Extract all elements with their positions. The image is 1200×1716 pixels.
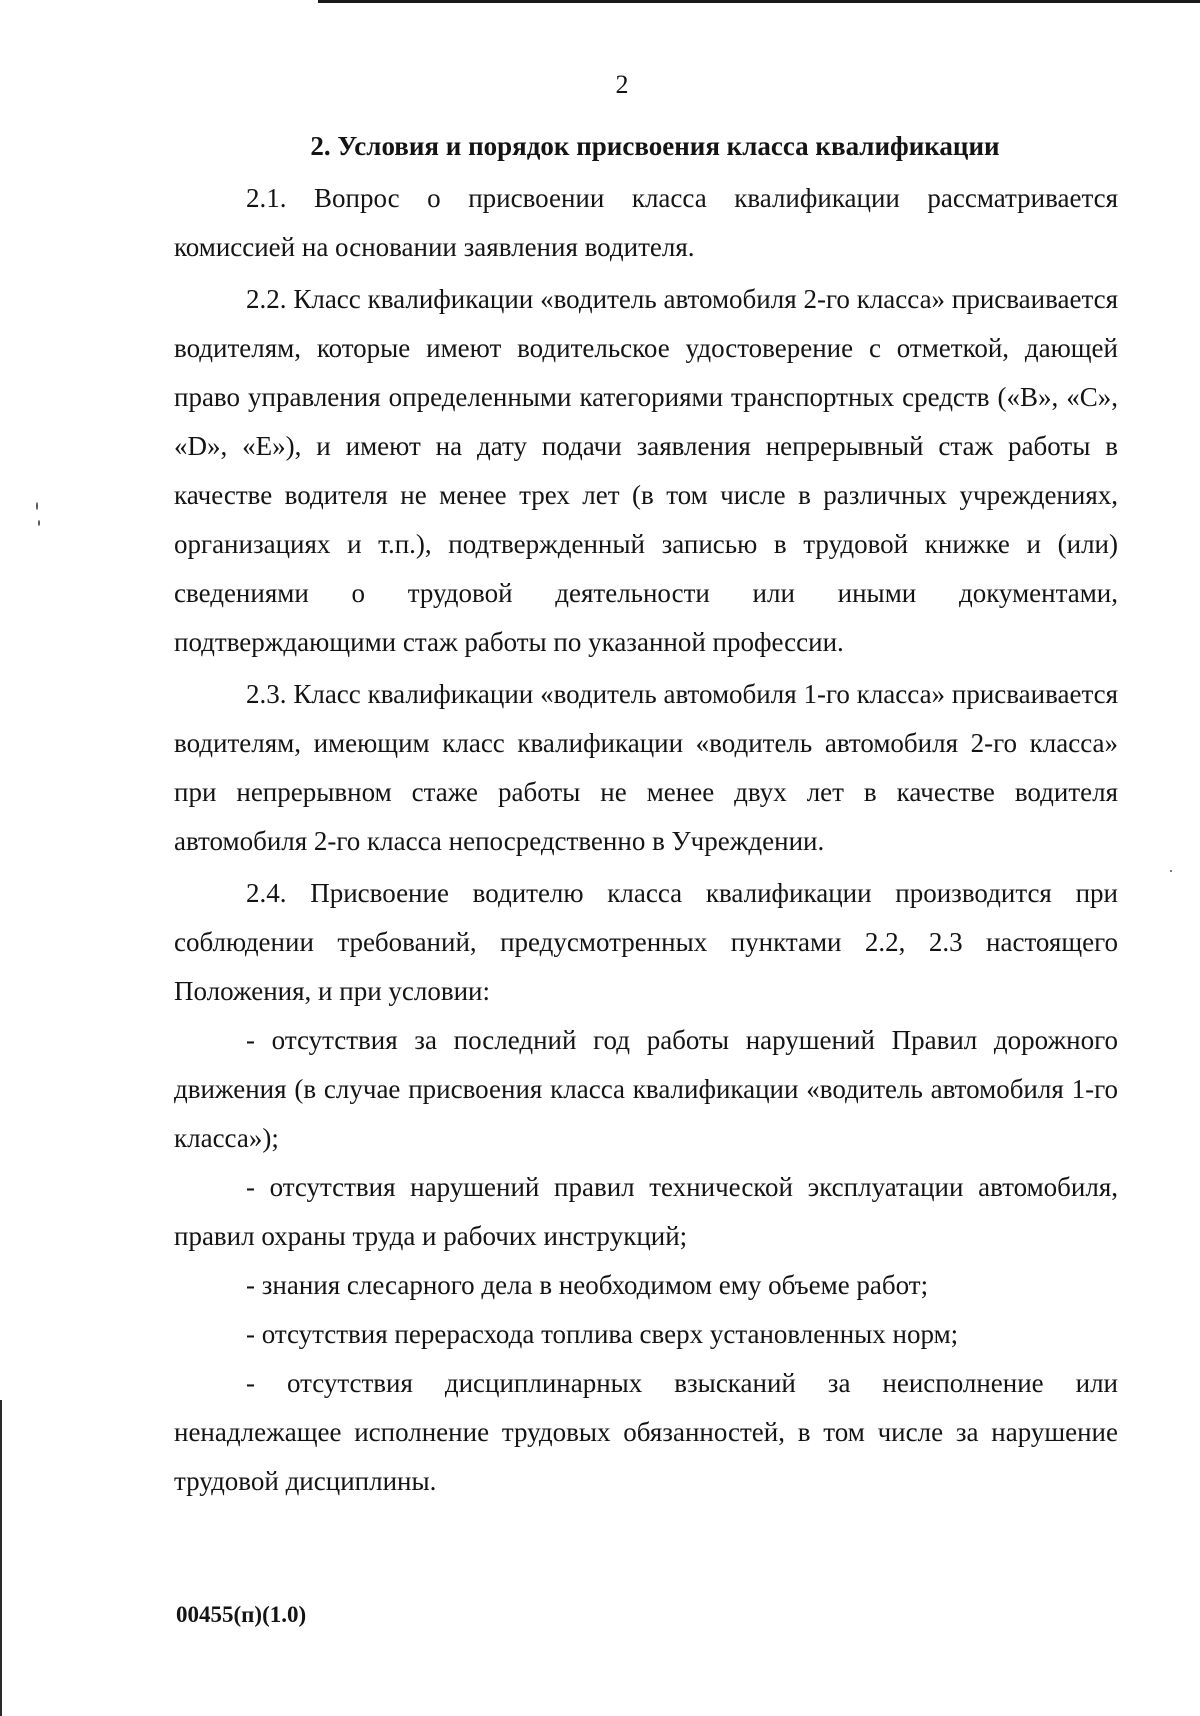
- section-title: 2. Условия и порядок присвоения класса квалификации: [310, 131, 1000, 161]
- scan-speck: [1170, 870, 1172, 872]
- condition-item: - отсутствия перерасхода топлива сверх установленных норм;: [246, 1319, 959, 1349]
- document-body: [174, 128, 1118, 1506]
- scan-speck: [38, 520, 40, 526]
- condition-item: - отсутствия за последний год работы нарушений Правил дорожного движения (в случае присвоения класса квалификации «водитель автомобиля 1-го класса»);: [174, 1025, 1118, 1153]
- paragraph-2-4: 2.4. Присвоение водителю класса квалификации производится при соблюдении требований, предусмотренных пунктами 2.2, 2.3 настоящего Положения, и при условии:: [174, 878, 1118, 1006]
- condition-item: - отсутствия нарушений правил технической эксплуатации автомобиля, правил охраны труда и рабочих инструкций;: [174, 1172, 1118, 1251]
- scan-edge-top: [318, 0, 1200, 3]
- scan-speck: [36, 502, 38, 510]
- condition-item: - отсутствия дисциплинарных взысканий за неисполнение или ненадлежащее исполнение трудовых обязанностей, в том числе за нарушение трудовой дисциплины.: [174, 1368, 1118, 1496]
- paragraph-2-1: 2.1. Вопрос о присвоении класса квалификации рассматривается комиссией на основании заявления водителя.: [174, 183, 1118, 262]
- paragraph-2-3: 2.3. Класс квалификации «водитель автомобиля 1-го класса» присваивается водителям, имеющим класс квалификации «водитель автомобиля 2-го класса» при непрерывном стаже работы не менее двух лет в качестве водителя автомобиля 2-го класса непосредственно в Учреждении.: [174, 679, 1118, 856]
- page-number: 2: [615, 70, 629, 99]
- scan-edge-left: [0, 1400, 2, 1716]
- condition-item: - знания слесарного дела в необходимом ему объеме работ;: [246, 1270, 929, 1300]
- paragraph-2-2: 2.2. Класс квалификации «водитель автомобиля 2-го класса» присваивается водителям, которые имеют водительское удостоверение с отметкой, дающей право управления определенными категориями транспортных средств («B», «C», «D», «E»), и имеют на дату подачи заявления непрерывный стаж работы в качестве водителя не менее трех лет (в том числе в различных учреждениях, организациях и т.п.), подтвержденный записью в трудовой книжке и (или) сведениями о трудовой деятельности или иными документами, подтверждающими стаж работы по указанной профессии.: [174, 284, 1118, 657]
- document-code: 00455(п)(1.0): [176, 1602, 307, 1627]
